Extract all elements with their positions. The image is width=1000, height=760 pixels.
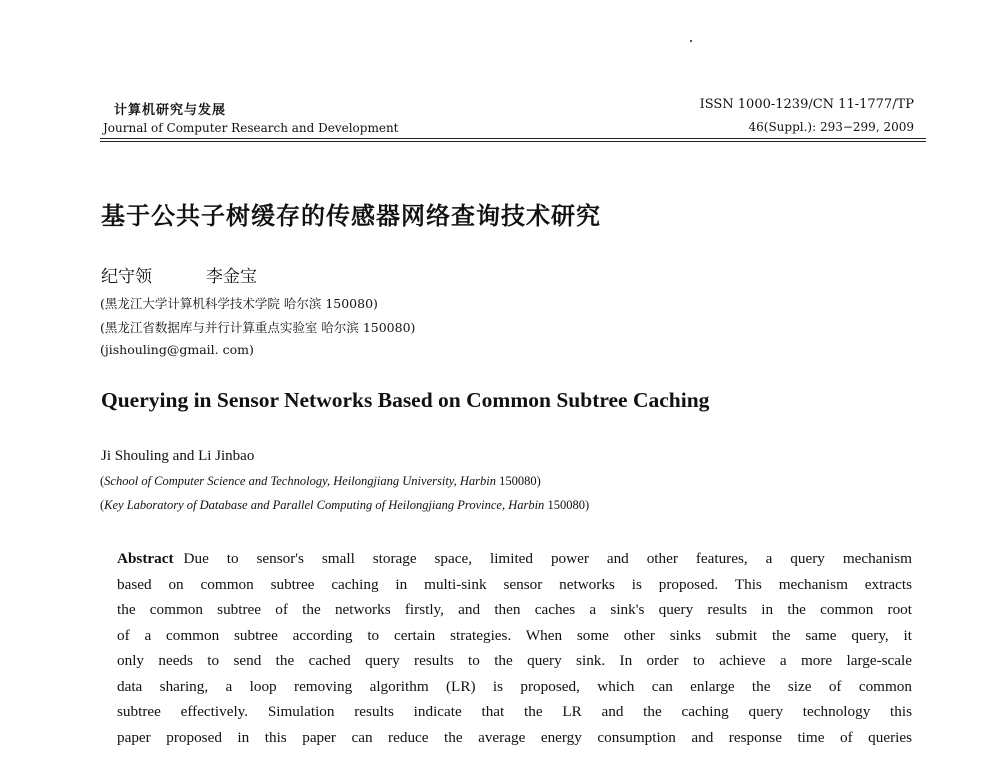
authors-en: Ji Shouling and Li Jinbao [101,448,255,464]
abstract-line-4: of a common subtree according to certain strategies. When some other sinks submit the same query, it [117,626,912,644]
affiliation-cn-1: (黑龙江大学计算机科学技术学院 哈尔滨 150080) [100,296,378,311]
header-rule-thin [100,138,926,139]
abstract-line-3: the common subtree of the networks firstly, and then caches a sink's query results in the common root [117,601,912,618]
affiliation-cn-2: (黑龙江省数据库与并行计算重点实验室 哈尔滨 150080) [100,320,416,335]
paper-title-cn: 基于公共子树缓存的传感器网络查询技术研究 [101,201,601,230]
abstract-line-1 [117,546,912,572]
abstract-line-5: only needs to send the cached query results to the query sink. In order to achieve a more large-scale [117,652,912,669]
author-cn-2: 李金宝 [206,267,257,287]
abstract-line-6: data sharing, a loop removing algorithm (LR) is proposed, which can enlarge the size of common [117,677,912,695]
abstract-line-2: based on common subtree caching in multi-sink sensor networks is proposed. This mechanism extracts [117,575,912,593]
affiliation-en-2-code: 150080) [547,498,590,512]
affiliation-en-1-text: School of Computer Science and Technology, Heilongjiang University, Harbin [104,474,497,488]
scan-speck [690,40,692,42]
paper-title-en: Querying in Sensor Networks Based on Common Subtree Caching [101,388,710,412]
journal-issn: ISSN 1000-1239/CN 11-1777/TP [699,97,914,112]
abstract-line-8: paper proposed in this paper can reduce the average energy consumption and response time of queries [117,728,912,746]
author-email: (jishouling@gmail. com) [100,342,254,357]
abstract [117,546,912,750]
affiliation-en-2-text: Key Laboratory of Database and Parallel Computing of Heilongjiang Province, Harbin [104,498,545,512]
journal-name-cn: 计算机研究与发展 [114,103,227,118]
abstract-line-1-text: Due to sensor's small storage space, limited power and other features, a query mechanism [183,550,912,567]
authors-cn [101,262,257,287]
journal-volume: 46(Suppl.): 293−299, 2009 [748,120,914,134]
abstract-line-7: subtree effectively. Simulation results indicate that the LR and the caching query technology this [117,703,912,720]
journal-name-en: Journal of Computer Research and Development [103,121,399,135]
abstract-label: Abstract [117,550,174,567]
affiliation-en-1: (School of Computer Science and Technology, Heilongjiang University, Harbin 150080) [100,474,541,488]
affiliation-en-1-code: 150080) [499,474,541,488]
header-rule-thick [100,141,926,142]
affiliation-en-2: (Key Laboratory of Database and Parallel Computing of Heilongjiang Province, Harbin 150080) [100,498,590,512]
author-cn-1: 纪守领 [101,267,152,287]
